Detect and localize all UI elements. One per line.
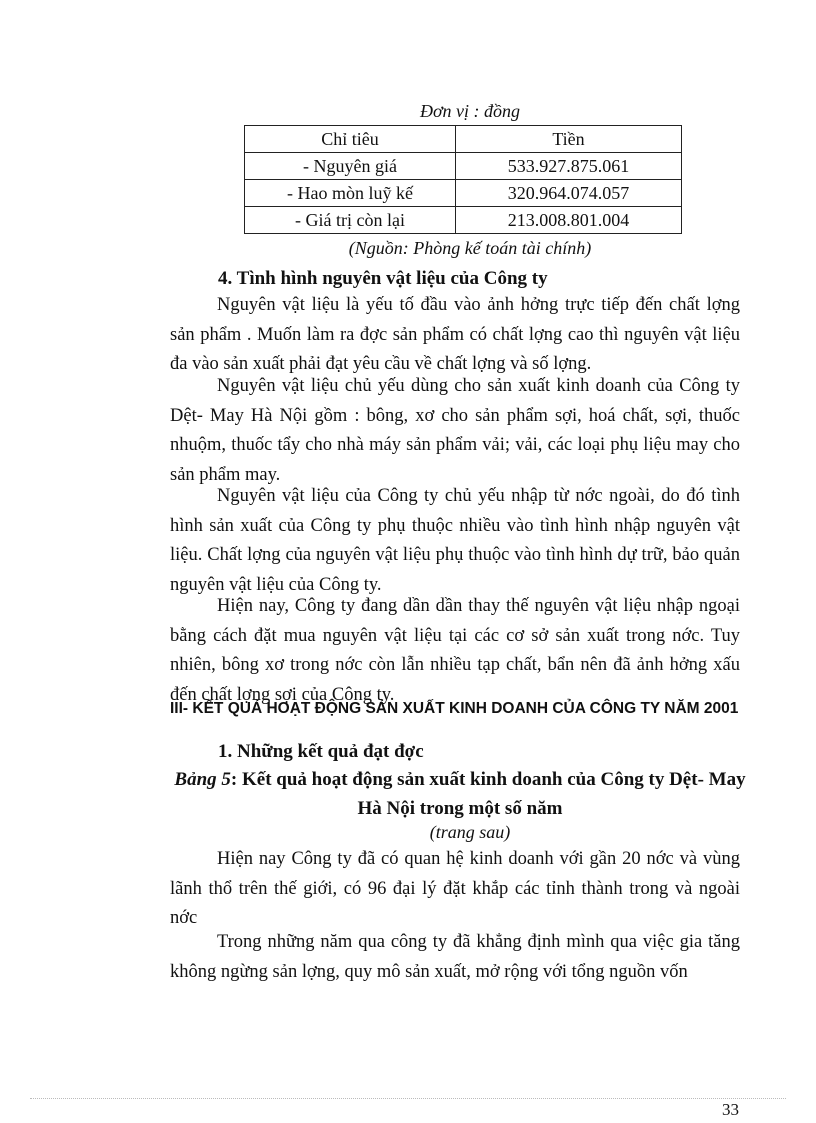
next-page-note: (trang sau) (429, 822, 511, 842)
table-cell-item: - Nguyên giá (245, 153, 456, 180)
source-note: (Nguồn: Phòng kế toán tài chính) (348, 238, 592, 258)
body-paragraph: Nguyên vật liệu của Công ty chủ yếu nhập từ nớc ngoài, do đó tình hình sản xuất của Công ty phụ thuộc nhiều vào tình hình nhập nguyên vật liệu. Chất lợng của nguyên vật liệu phụ thuộc vào tình hình dự trữ, bảo quản nguyên vật liệu của Công ty. (170, 486, 740, 595)
footer-divider (30, 1098, 786, 1099)
table-cell-amount: 533.927.875.061 (456, 153, 682, 180)
page-number: 33 (722, 1100, 739, 1119)
table-row (245, 180, 682, 207)
body-paragraph: Nguyên vật liệu là yếu tố đầu vào ảnh hởng trực tiếp đến chất lợng sản phẩm . Muốn làm ra đợc sản phẩm có chất lợng cao thì nguyên vật liệu đa vào sản xuất phải đạt yêu cầu về chất lợng và số lợng. (170, 295, 740, 374)
table-caption-text: : Kết quả hoạt động sản xuất kinh doanh của Công ty Dệt- May Hà Nội trong một số năm (230, 769, 746, 819)
body-paragraph: Nguyên vật liệu chủ yếu dùng cho sản xuất kinh doanh của Công ty Dệt- May Hà Nội gồm : bông, xơ cho sản phẩm sợi, hoá chất, sợi, thuốc nhuộm, thuốc tẩy cho nhà máy sản phẩm vải; vải, các loại phụ liệu may cho sản phẩm may. (170, 376, 740, 485)
asset-table (244, 125, 682, 234)
table-row (245, 153, 682, 180)
table-cell-amount: 213.008.801.004 (456, 207, 682, 234)
table-caption (170, 765, 750, 823)
section-4-heading: 4. Tình hình nguyên vật liệu của Công ty (218, 268, 548, 289)
body-paragraph: Hiện nay, Công ty đang dần dần thay thế nguyên vật liệu nhập ngoại bằng cách đặt mua nguyên vật liệu tại các cơ sở sản xuất trong nớc. Tuy nhiên, bông xơ trong nớc còn lẫn nhiều tạp chất, bẩn nên đã ảnh hởng xấu đến chất lợng sợi của Công ty. (170, 596, 740, 705)
body-paragraph: Hiện nay Công ty đã có quan hệ kinh doanh với gần 20 nớc và vùng lãnh thổ trên thế giới, có 96 đại lý đặt khắp các tỉnh thành trong và ngoài nớc (170, 849, 740, 928)
table-cell-item: - Hao mòn luỹ kế (245, 180, 456, 207)
table-header-cell: Tiền (456, 126, 682, 153)
section-3-heading: III- KẾT QUẢ HOẠT ĐỘNG SẢN XUẤT KINH DOANH CỦA CÔNG TY NĂM 2001 (170, 700, 739, 717)
table-caption-label: Bảng 5 (174, 769, 231, 790)
table-row (245, 207, 682, 234)
table-header-row (245, 126, 682, 153)
table-cell-amount: 320.964.074.057 (456, 180, 682, 207)
table-header-cell: Chỉ tiêu (245, 126, 456, 153)
body-paragraph: Trong những năm qua công ty đã khẳng định mình qua việc gia tăng không ngừng sản lợng, quy mô sản xuất, mở rộng với tổng nguồn vốn (170, 932, 740, 982)
unit-label: Đơn vị : đồng (419, 101, 521, 121)
subsection-1-heading: 1. Những kết quả đạt đợc (218, 741, 424, 762)
table-cell-item: - Giá trị còn lại (245, 207, 456, 234)
